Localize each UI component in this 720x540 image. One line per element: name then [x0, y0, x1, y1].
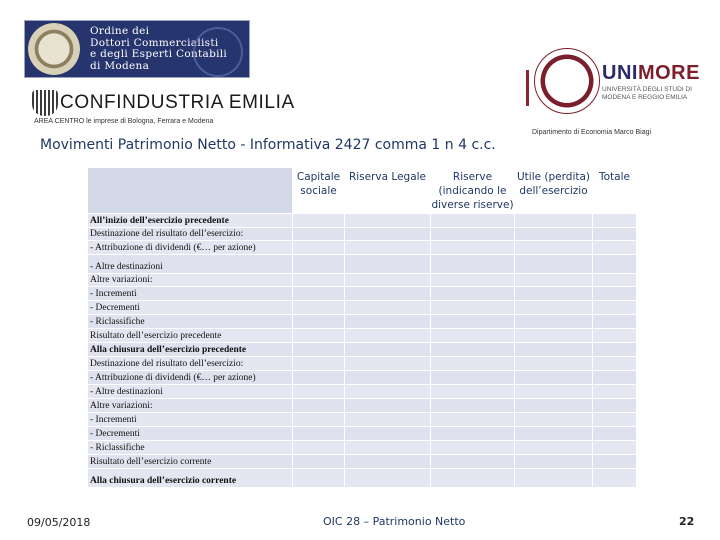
table-cell — [593, 357, 637, 371]
table-cell — [293, 343, 345, 357]
row-label: Alla chiusura dell’esercizio precedente — [88, 343, 293, 357]
table-cell — [345, 343, 431, 357]
unimore-seal-icon — [534, 48, 600, 114]
confindustria-emblem-icon — [32, 90, 58, 116]
odc-logo-text: Ordine dei Dottori Commercialisti e degli Esperti Contabili di Modena — [90, 25, 228, 72]
table-cell — [431, 255, 515, 274]
table-row — [88, 274, 637, 287]
table-cell — [345, 441, 431, 455]
table-cell — [345, 469, 431, 488]
table-cell — [431, 301, 515, 315]
table-cell — [593, 427, 637, 441]
unimore-subtitle: UNIVERSITÀ DEGLI STUDI DI MODENA E REGGIO EMILIA — [602, 86, 692, 101]
table-cell — [593, 385, 637, 399]
table-cell — [593, 241, 637, 255]
table-cell — [593, 315, 637, 329]
row-label: Altre variazioni: — [88, 274, 293, 287]
table-cell — [515, 371, 593, 385]
column-header: Totale — [593, 168, 637, 214]
table-cell — [431, 455, 515, 469]
table-cell — [293, 413, 345, 427]
footer-date: 09/05/2018 — [27, 516, 91, 529]
table-cell — [431, 274, 515, 287]
table-cell — [431, 441, 515, 455]
table-cell — [293, 287, 345, 301]
table-cell — [515, 399, 593, 413]
table-cell — [515, 343, 593, 357]
table-cell — [431, 343, 515, 357]
table-cell — [431, 228, 515, 241]
table-cell — [593, 255, 637, 274]
table-cell — [345, 357, 431, 371]
row-label: Destinazione del risultato dell’esercizio: — [88, 357, 293, 371]
table-row — [88, 455, 637, 469]
confindustria-subtitle: AREA CENTRO le imprese di Bologna, Ferrara e Modena — [34, 118, 214, 125]
table-cell — [345, 301, 431, 315]
table-cell — [515, 413, 593, 427]
table-cell — [345, 214, 431, 228]
table-body — [88, 214, 637, 488]
table-row — [88, 255, 637, 274]
table-cell — [593, 301, 637, 315]
table-row — [88, 399, 637, 413]
table-cell — [431, 427, 515, 441]
row-label: All’inizio dell’esercizio precedente — [88, 214, 293, 228]
column-header: Capitale sociale — [293, 168, 345, 214]
table-cell — [593, 287, 637, 301]
odc-seal-icon — [28, 23, 80, 75]
table-row — [88, 357, 637, 371]
table-corner-cell — [88, 168, 293, 214]
table-cell — [293, 228, 345, 241]
table-cell — [293, 385, 345, 399]
table-cell — [431, 371, 515, 385]
row-label: Alla chiusura dell’esercizio corrente — [88, 469, 293, 488]
table-cell — [431, 241, 515, 255]
table-row — [88, 441, 637, 455]
table-cell — [593, 399, 637, 413]
table-cell — [293, 371, 345, 385]
table-cell — [515, 301, 593, 315]
table-cell — [431, 287, 515, 301]
table-row — [88, 371, 637, 385]
table-cell — [345, 371, 431, 385]
table-row — [88, 301, 637, 315]
row-label: - Altre destinazioni — [88, 255, 293, 274]
table-cell — [345, 385, 431, 399]
table-cell — [293, 427, 345, 441]
table-cell — [515, 427, 593, 441]
table-cell — [293, 441, 345, 455]
table-cell — [593, 329, 637, 343]
row-label: - Riclassifiche — [88, 315, 293, 329]
table-row — [88, 241, 637, 255]
table-cell — [345, 287, 431, 301]
table-row — [88, 228, 637, 241]
table-cell — [515, 287, 593, 301]
table-row — [88, 343, 637, 357]
table-cell — [293, 357, 345, 371]
table-cell — [515, 385, 593, 399]
table-row — [88, 329, 637, 343]
table-cell — [345, 399, 431, 413]
row-label: - Attribuzione di dividendi (€… per azione) — [88, 371, 293, 385]
table-row — [88, 469, 637, 488]
table-cell — [431, 385, 515, 399]
table-cell — [515, 274, 593, 287]
confindustria-name: CONFINDUSTRIA EMILIA — [60, 92, 295, 113]
table-cell — [593, 413, 637, 427]
table-cell — [431, 413, 515, 427]
table-cell — [345, 427, 431, 441]
table-cell — [345, 255, 431, 274]
table-cell — [345, 315, 431, 329]
table-cell — [293, 469, 345, 488]
table-row — [88, 413, 637, 427]
table-cell — [345, 413, 431, 427]
table-cell — [515, 255, 593, 274]
table-row — [88, 427, 637, 441]
table-cell — [593, 343, 637, 357]
table-row — [88, 385, 637, 399]
table-cell — [515, 455, 593, 469]
table-cell — [515, 214, 593, 228]
table-cell — [293, 329, 345, 343]
page-number: 22 — [679, 515, 695, 528]
odc-modena-logo — [24, 20, 250, 78]
table-cell — [293, 301, 345, 315]
row-label: - Incrementi — [88, 287, 293, 301]
table-cell — [345, 274, 431, 287]
row-label: - Altre destinazioni — [88, 385, 293, 399]
table-cell — [431, 329, 515, 343]
row-label: - Incrementi — [88, 413, 293, 427]
table-cell — [515, 357, 593, 371]
table-cell — [345, 455, 431, 469]
table-header-row — [88, 168, 637, 214]
unimore-logo — [526, 48, 706, 143]
column-header: Utile (perdita) dell’esercizio — [515, 168, 593, 214]
table-cell — [515, 469, 593, 488]
row-label: - Decrementi — [88, 301, 293, 315]
column-header: Riserva Legale — [345, 168, 431, 214]
row-label: - Attribuzione di dividendi (€… per azione) — [88, 241, 293, 255]
table-cell — [431, 469, 515, 488]
table-cell — [293, 455, 345, 469]
table-cell — [515, 329, 593, 343]
column-header: Riserve (indicando le diverse riserve) — [431, 168, 515, 214]
table-cell — [345, 228, 431, 241]
table-cell — [345, 329, 431, 343]
table-cell — [431, 399, 515, 413]
table-cell — [293, 399, 345, 413]
equity-movements-table — [87, 167, 637, 488]
table-cell — [515, 441, 593, 455]
table-cell — [431, 214, 515, 228]
table-cell — [293, 315, 345, 329]
table-cell — [593, 214, 637, 228]
table-cell — [593, 371, 637, 385]
table-cell — [515, 241, 593, 255]
table-cell — [293, 255, 345, 274]
row-label: Risultato dell’esercizio corrente — [88, 455, 293, 469]
table-cell — [515, 228, 593, 241]
table-cell — [515, 315, 593, 329]
table-cell — [593, 455, 637, 469]
row-label: Risultato dell’esercizio precedente — [88, 329, 293, 343]
table-cell — [593, 228, 637, 241]
table-cell — [293, 241, 345, 255]
unimore-bar-icon — [526, 70, 529, 106]
table-cell — [293, 214, 345, 228]
confindustria-logo — [30, 88, 295, 132]
row-label: Destinazione del risultato dell’esercizio: — [88, 228, 293, 241]
page-title: Movimenti Patrimonio Netto - Informativa 2427 comma 1 n 4 c.c. — [40, 137, 496, 153]
table-cell — [293, 274, 345, 287]
table-cell — [593, 274, 637, 287]
footer-title: OIC 28 – Patrimonio Netto — [323, 515, 466, 528]
table-cell — [431, 357, 515, 371]
odc-decoration-icon — [193, 27, 243, 77]
table-cell — [345, 241, 431, 255]
table-cell — [431, 315, 515, 329]
table-row — [88, 214, 637, 228]
table-cell — [593, 441, 637, 455]
unimore-department: Dipartimento di Economia Marco Biagi — [532, 129, 652, 136]
table-row — [88, 287, 637, 301]
row-label: - Riclassifiche — [88, 441, 293, 455]
table-cell — [593, 469, 637, 488]
unimore-name: UNIMORE — [602, 62, 700, 84]
row-label: Altre variazioni: — [88, 399, 293, 413]
row-label: - Decrementi — [88, 427, 293, 441]
table-row — [88, 315, 637, 329]
